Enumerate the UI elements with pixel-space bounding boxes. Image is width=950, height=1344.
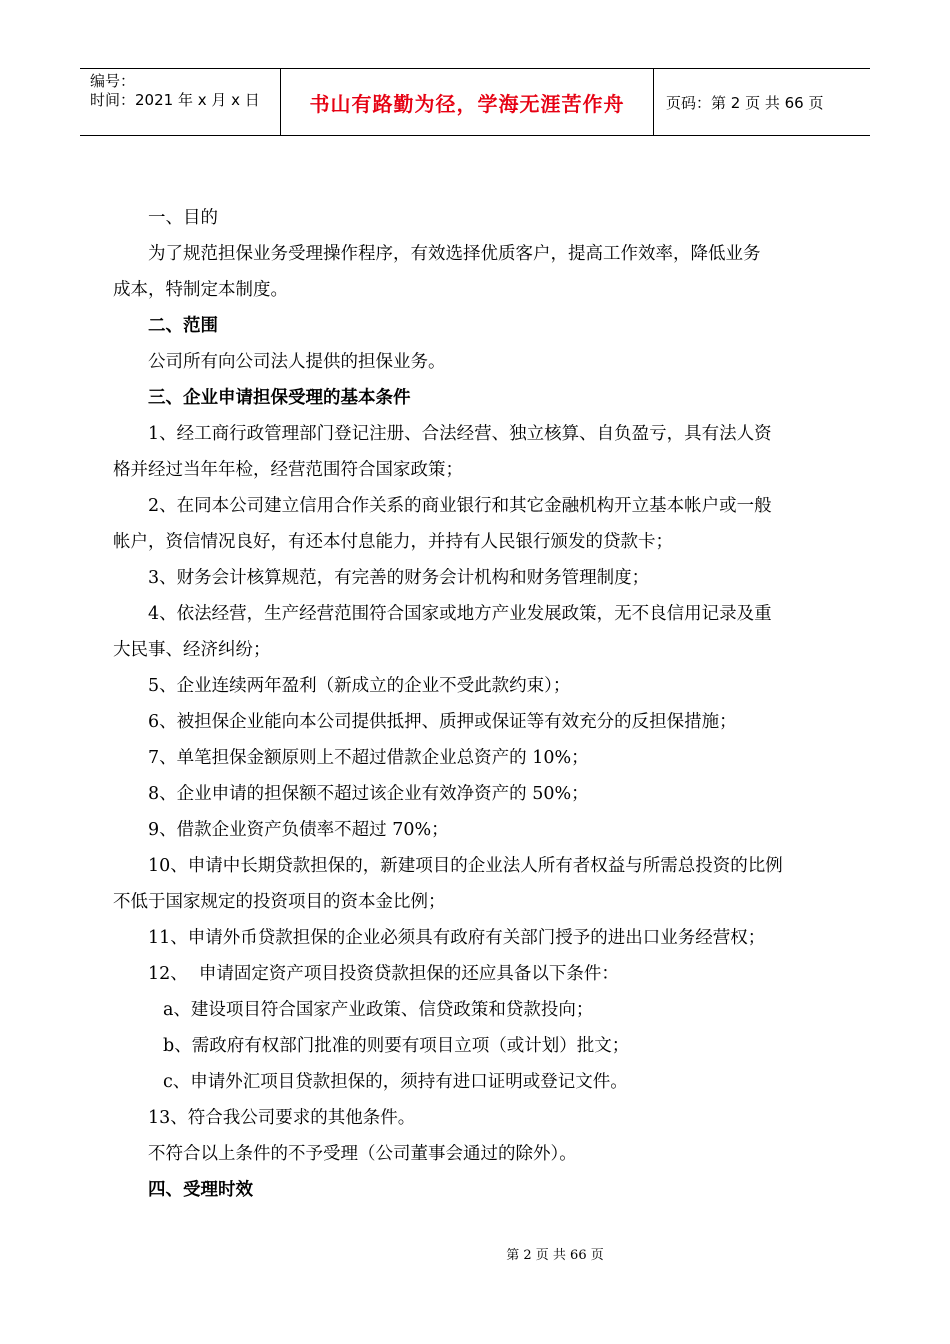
- sub-item: c、申请外汇项目贷款担保的，须持有进口证明或登记文件。: [163, 1072, 628, 1092]
- paragraph-line: 不低于国家规定的投资项目的资本金比例；: [113, 892, 446, 912]
- section-heading: 三、企业申请担保受理的基本条件: [148, 388, 411, 408]
- header-meta: [80, 69, 281, 135]
- page-header: [80, 68, 870, 136]
- sub-item: a、建设项目符合国家产业政策、信贷政策和贷款投向；: [163, 1000, 594, 1020]
- list-item: 4、依法经营，生产经营范围符合国家或地方产业发展政策，无不良信用记录及重: [148, 604, 772, 624]
- list-item: 11、申请外币贷款担保的企业必须具有政府有关部门授予的进出口业务经营权；: [148, 928, 766, 948]
- paragraph-line: 成本，特制定本制度。: [113, 280, 288, 300]
- section-heading: 一、目的: [148, 208, 218, 228]
- list-item: 1、经工商行政管理部门登记注册、合法经营、独立核算、自负盈亏，具有法人资: [148, 424, 772, 444]
- header-motto: 书山有路勤为径，学海无涯苦作舟: [281, 69, 654, 135]
- header-page-number: 页码：第 2 页 共 66 页: [666, 93, 824, 112]
- list-item: 12、 申请固定资产项目投资贷款担保的还应具备以下条件：: [148, 964, 619, 984]
- section-heading: 四、受理时效: [148, 1180, 253, 1200]
- paragraph-line: 公司所有向公司法人提供的担保业务。: [148, 352, 446, 372]
- sub-item: b、需政府有权部门批准的则要有项目立项（或计划）批文；: [163, 1036, 630, 1056]
- list-item: 13、符合我公司要求的其他条件。: [148, 1108, 416, 1128]
- list-item: 9、借款企业资产负债率不超过 70%；: [148, 820, 449, 840]
- list-item: 3、财务会计核算规范，有完善的财务会计机构和财务管理制度；: [148, 568, 650, 588]
- paragraph-line: 格并经过当年年检，经营范围符合国家政策；: [113, 460, 463, 480]
- list-item: 7、单笔担保金额原则上不超过借款企业总资产的 10%；: [148, 748, 589, 768]
- document-body: [113, 200, 843, 1208]
- list-item: 8、企业申请的担保额不超过该企业有效净资产的 50%；: [148, 784, 589, 804]
- page-footer: 第 2 页 共 66 页: [506, 1248, 604, 1263]
- document-date: 时间：2021 年 x 月 x 日: [90, 91, 260, 109]
- list-item: 10、申请中长期贷款担保的，新建项目的企业法人所有者权益与所需总投资的比例: [148, 856, 783, 876]
- document-number-label: 编号：: [90, 72, 136, 90]
- list-item: 6、被担保企业能向本公司提供抵押、质押或保证等有效充分的反担保措施；: [148, 712, 737, 732]
- paragraph-line: 帐户，资信情况良好，有还本付息能力，并持有人民银行颁发的贷款卡；: [113, 532, 673, 552]
- paragraph-line: 为了规范担保业务受理操作程序，有效选择优质客户，提高工作效率，降低业务: [148, 244, 761, 264]
- paragraph-line: 大民事、经济纠纷；: [113, 640, 271, 660]
- section-heading: 二、范围: [148, 316, 218, 336]
- list-item: 5、企业连续两年盈利（新成立的企业不受此款约束）；: [148, 676, 571, 696]
- paragraph-line: 不符合以上条件的不予受理（公司董事会通过的除外）。: [148, 1144, 577, 1164]
- list-item: 2、在同本公司建立信用合作关系的商业银行和其它金融机构开立基本帐户或一般: [148, 496, 772, 516]
